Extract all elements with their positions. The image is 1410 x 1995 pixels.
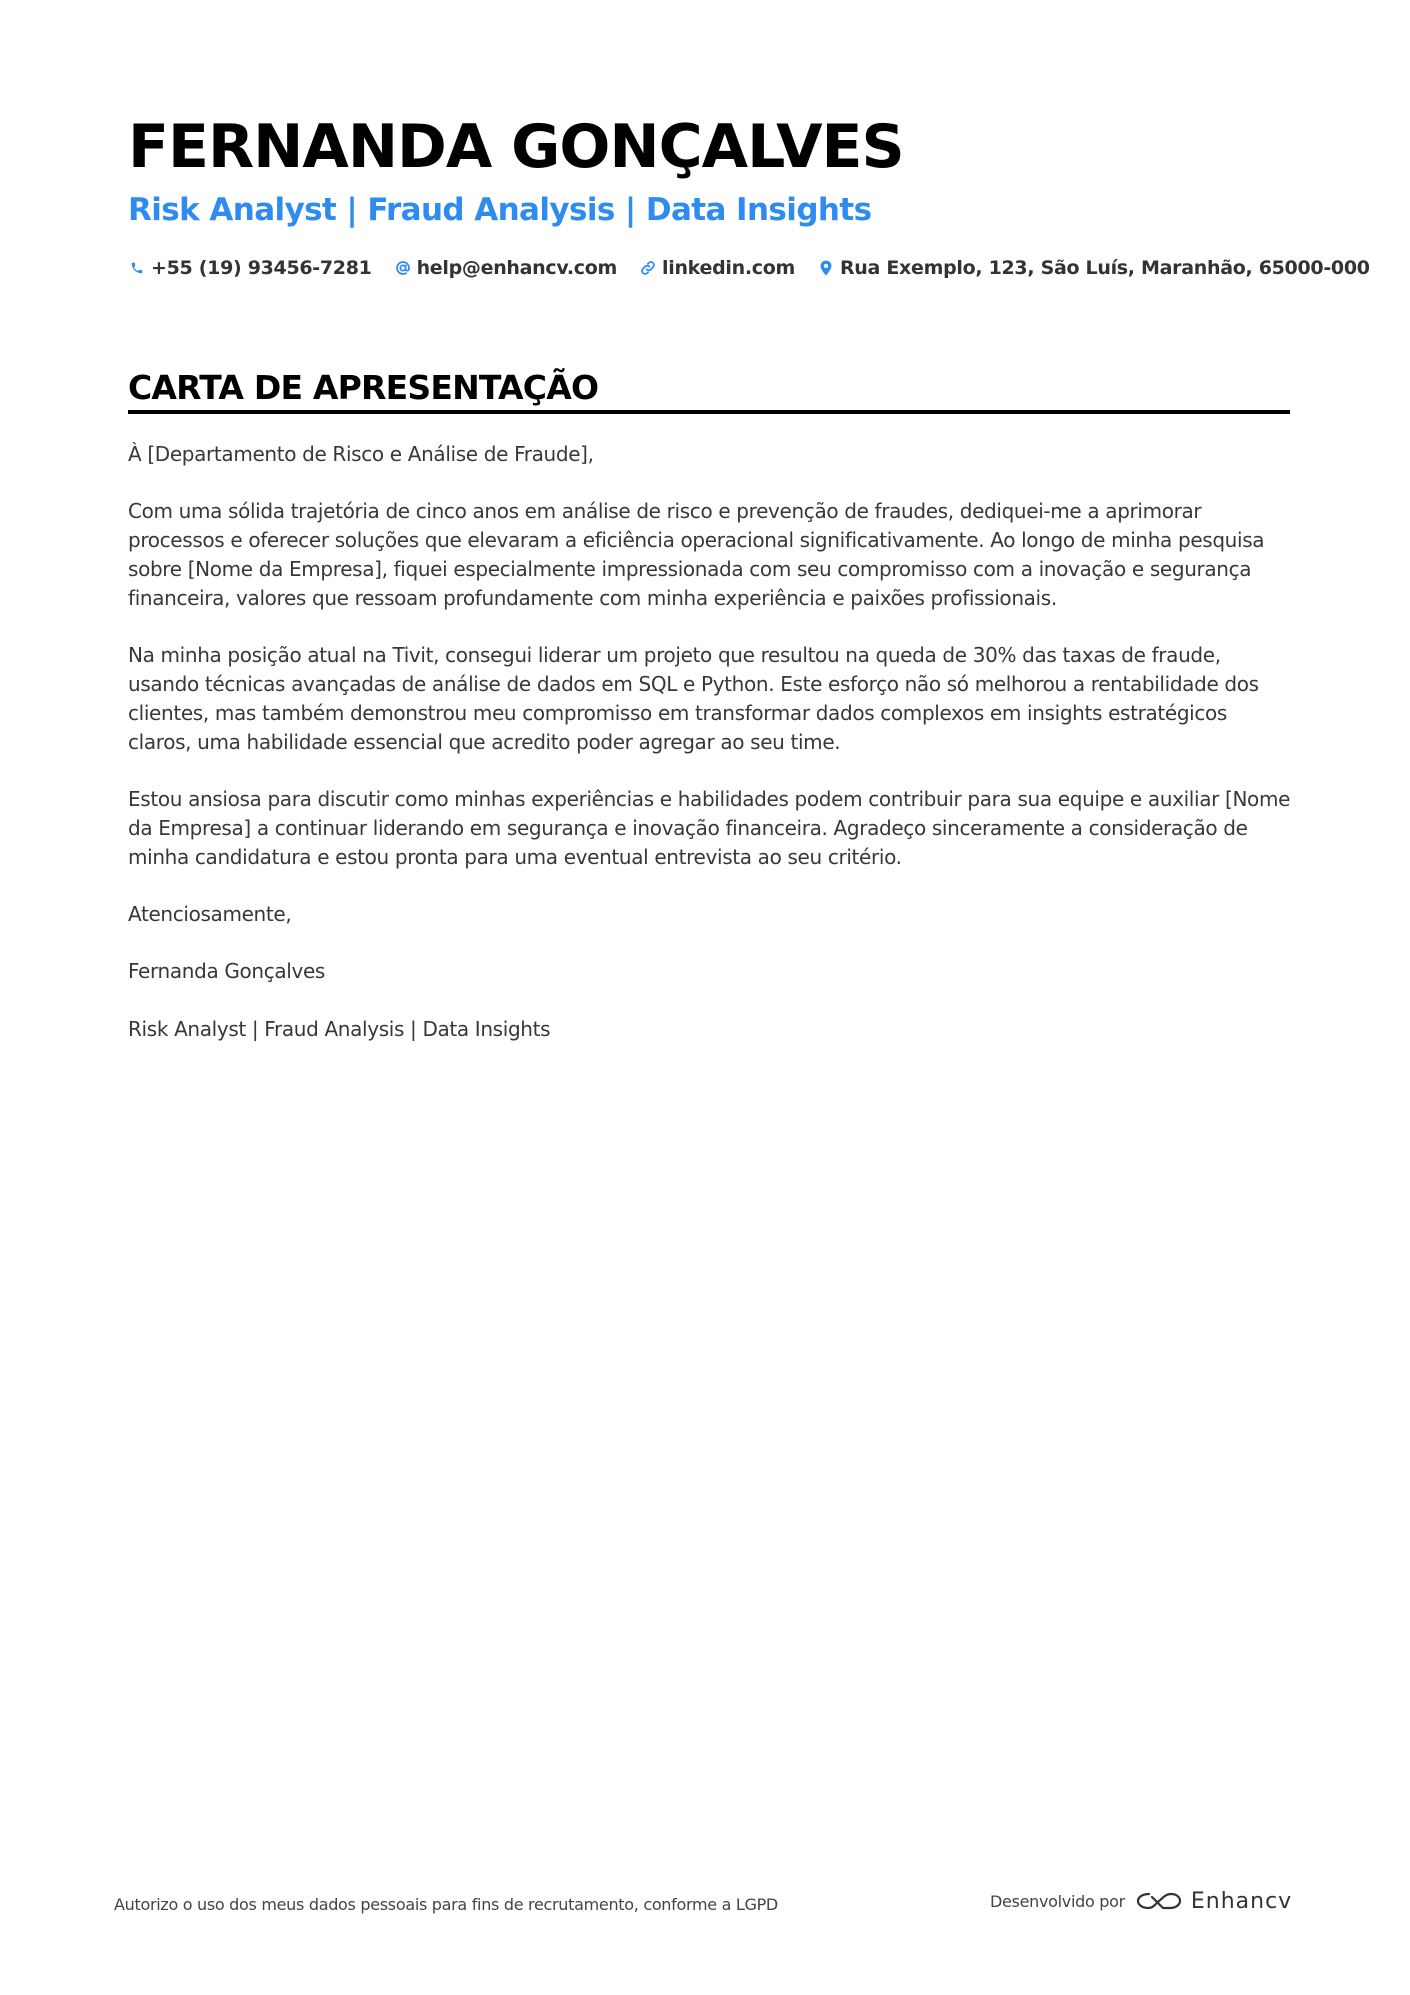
candidate-name: FERNANDA GONÇALVES [128,112,904,182]
section-divider [128,410,1290,414]
candidate-headline: Risk Analyst | Fraud Analysis | Data Insights [128,192,872,228]
contact-phone[interactable] [128,254,372,282]
contact-linkedin-text: linkedin.com [662,257,795,279]
letter-paragraph: Com uma sólida trajetória de cinco anos em análise de risco e prevenção de fraudes, dediquei-me a aprimorar processos e oferecer soluções que elevaram a eficiência operacional significativamente. Ao longo de minha pesquisa sobre [Nome da Empresa], fiquei especialmente impressionada com seu compromisso com a inovação e segurança financeira, valores que ressoam profundamente com minha experiência e paixões profissionais. [128,499,1265,610]
link-icon [639,259,657,277]
phone-icon [128,259,146,277]
contact-linkedin[interactable] [639,254,795,282]
contact-address-text: Rua Exemplo, 123, São Luís, Maranhão, 65000-000 [839,257,1370,279]
contact-bar [128,254,1370,282]
letter-salutation: À [Departamento de Risco e Análise de Fraude], [128,442,594,466]
contact-email-text: help@enhancv.com [416,257,618,279]
letter-paragraph: Na minha posição atual na Tivit, consegui liderar um projeto que resultou na queda de 30% das taxas de fraude, usando técnicas avançadas de análise de dados em SQL e Python. Este esforço não só melhorou a rentabilidade dos clientes, mas também demonstrou meu compromisso em transformar dados complexos em insights estratégicos claros, uma habilidade essencial que acredito poder agregar ao seu time. [128,643,1259,754]
powered-by-label: Desenvolvido por [990,1891,1125,1911]
signature-title: Risk Analyst | Fraud Analysis | Data Insights [128,1016,551,1041]
letter-closing: Atenciosamente, [128,901,292,926]
signature-name: Fernanda Gonçalves [128,959,325,984]
contact-phone-text: +55 (19) 93456-7281 [151,257,372,279]
section-title: CARTA DE APRESENTAÇÃO [128,368,599,407]
footer-consent: Autorizo o uso dos meus dados pessoais para fins de recrutamento, conforme a LGPD [114,1895,778,1914]
letter-body [128,440,1293,1072]
footer-branding[interactable] [990,1888,1292,1914]
contact-email[interactable] [394,254,617,282]
letter-paragraph: Estou ansiosa para discutir como minhas experiências e habilidades podem contribuir para sua equipe e auxiliar [Nome da Empresa] a continuar liderando em segurança e inovação financeira. Agradeço sinceramente a consideração de minha candidatura e estou pronta para uma eventual entrevista ao seu critério. [128,786,1291,869]
at-icon [394,259,412,277]
brand-name: Enhancv [1190,1888,1293,1914]
enhancv-logo-icon [1135,1888,1183,1914]
contact-address [817,254,1370,282]
location-pin-icon [817,259,835,277]
